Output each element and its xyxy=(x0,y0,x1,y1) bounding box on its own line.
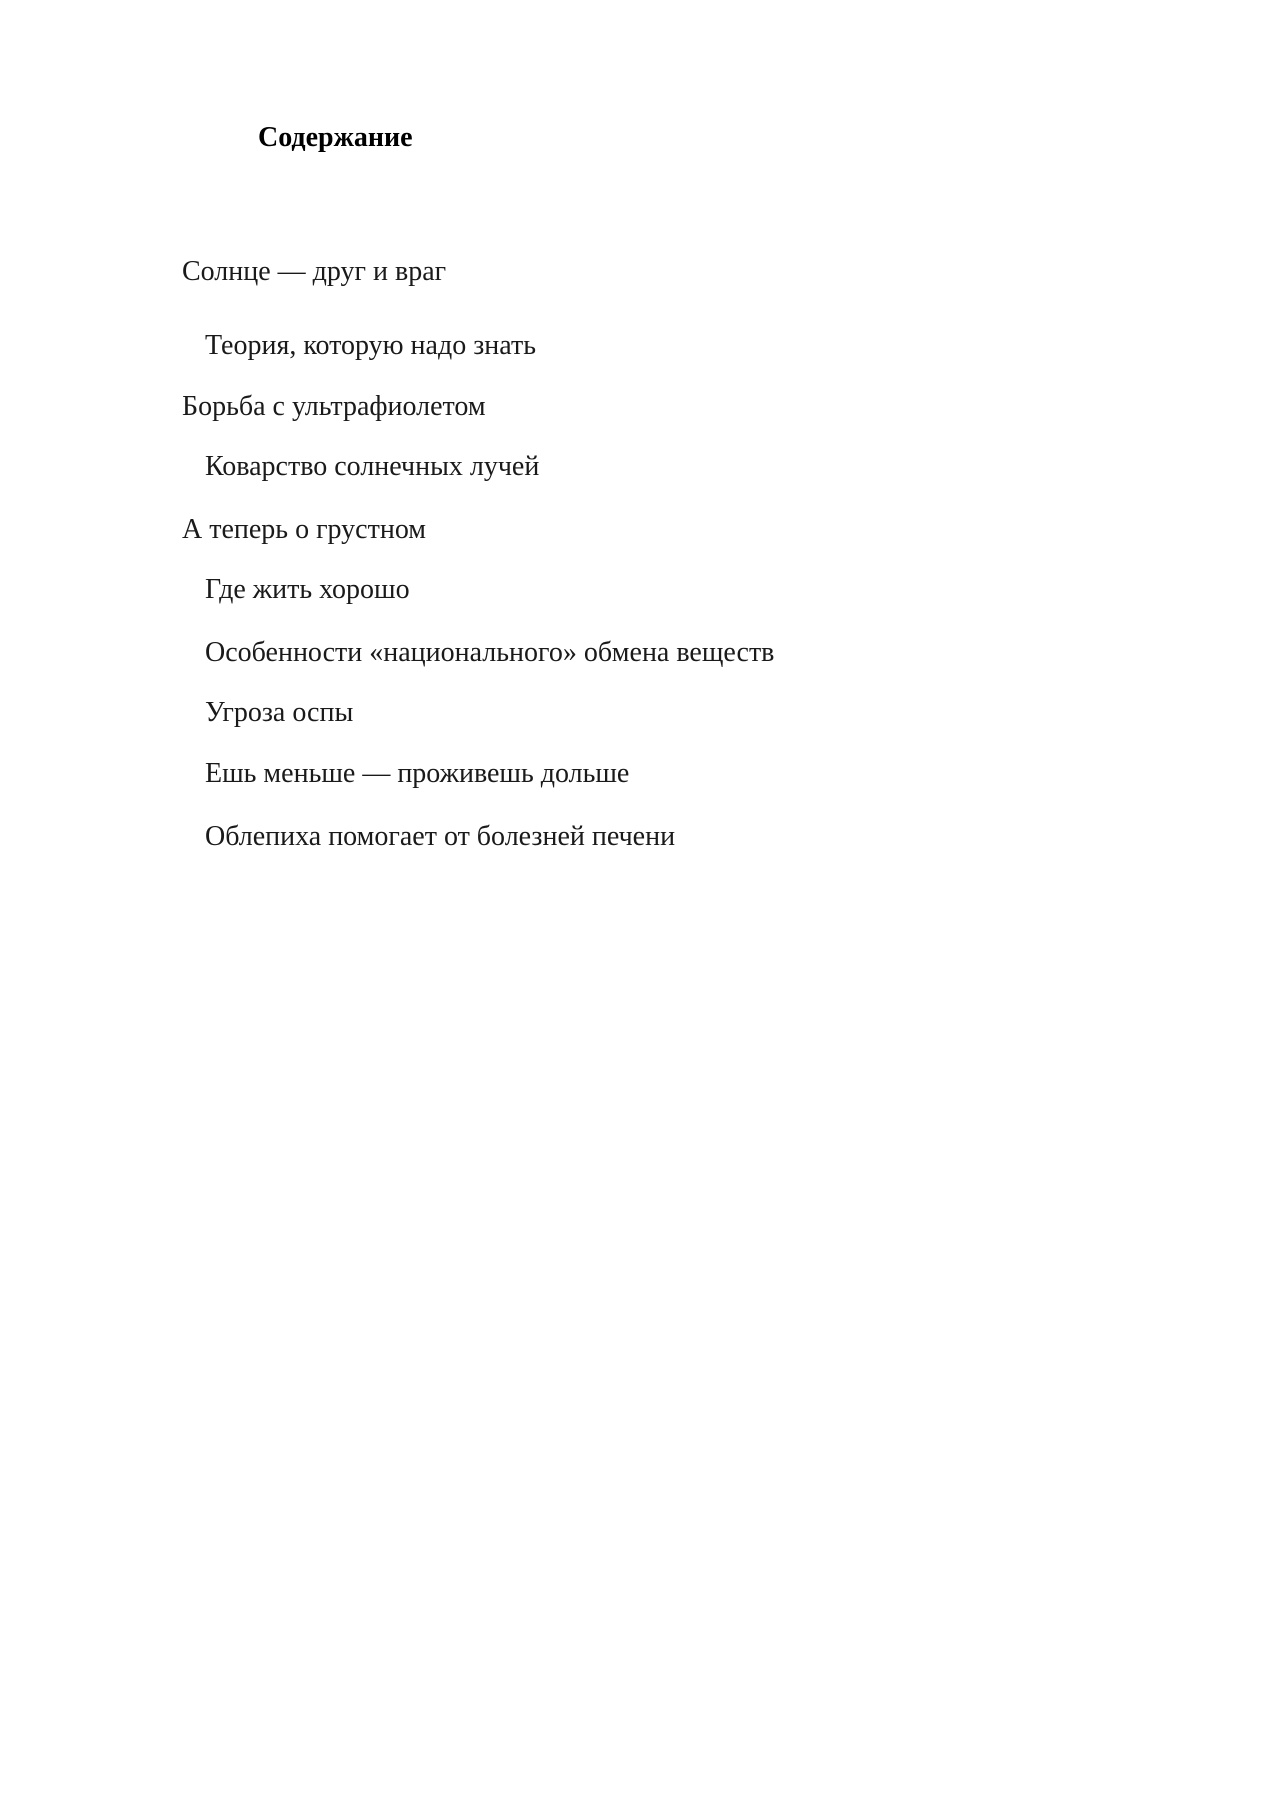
toc-entry: А теперь о грустном xyxy=(182,514,427,545)
page-title: Содержание xyxy=(258,122,413,153)
toc-subentry: Облепиха помогает от болезней печени xyxy=(205,821,676,852)
toc-subentry: Угроза оспы xyxy=(205,697,354,728)
toc-subentry: Где жить хорошо xyxy=(205,574,410,605)
toc-subentry: Теория, которую надо знать xyxy=(205,330,536,361)
toc-subentry: Особенности «национального» обмена веществ xyxy=(205,637,775,668)
toc-entry: Солнце — друг и враг xyxy=(182,256,447,287)
toc-entry: Борьба с ультрафиолетом xyxy=(182,391,486,422)
toc-subentry: Ешь меньше — проживешь дольше xyxy=(205,758,630,789)
toc-subentry: Коварство солнечных лучей xyxy=(205,451,540,482)
